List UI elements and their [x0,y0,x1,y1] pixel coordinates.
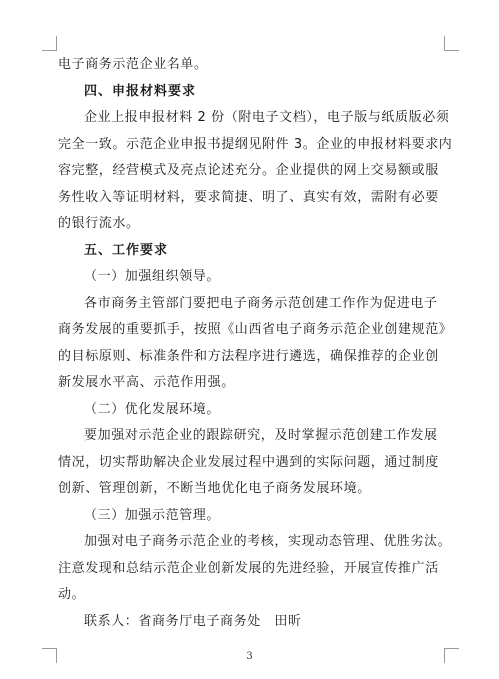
body-line: 完全一致。示范企业申报书提纲见附件 3。企业的申报材料要求内 [58,136,453,152]
body-line: 情况，切实帮助解决企业发展过程中遇到的实际问题，通过制度 [58,454,439,470]
crop-mark-top-right [444,36,459,51]
subheading-environment: （二）优化发展环境。 [84,401,221,417]
body-line: 创新、管理创新，不断当地优化电子商务发展环境。 [58,481,371,496]
body-line: 新发展水平高、示范作用强。 [58,375,235,390]
body-line: 各市商务主管部门要把电子商务示范创建工作作为促进电子 [84,295,438,311]
subheading-management: （三）加强示范管理。 [84,507,221,523]
body-line: 要加强对示范企业的跟踪研究，及时掌握示范创建工作发展 [84,428,438,443]
body-line: 注意发现和总结示范企业创新发展的先进经验，开展宣传推广活 [58,560,439,576]
body-line: 容完整，经营模式及亮点论述充分。企业提供的网上交易额或服 [58,163,439,178]
page-number: 3 [246,651,253,662]
body-line: 的银行流水。 [58,216,140,231]
contact-line: 联系人：省商务厅电子商务处 田昕 [84,613,302,629]
section-heading-materials: 四、申报材料要求 [84,83,197,99]
body-line: 企业上报申报材料 2 份（附电子文档），电子版与纸质版必须 [84,110,450,125]
section-heading-work-requirements: 五、工作要求 [84,242,169,258]
document-body [58,52,453,635]
body-line: 电子商务示范企业名单。 [58,57,208,72]
crop-mark-top-left [42,36,57,51]
body-line: 务性收入等证明材料，要求简捷、明了、真实有效，需附有必要 [58,189,439,205]
body-line: 动。 [58,587,86,602]
body-line: 的目标原则、标准条件和方法程序进行遴选，确保推荐的企业创 [58,348,439,364]
subheading-organization: （一）加强组织领导。 [84,269,221,284]
body-line: 商务发展的重要抓手，按照《山西省电子商务示范企业创建规范》 [58,322,453,337]
body-line: 加强对电子商务示范企业的考核，实现动态管理、优胜劣汰。 [84,534,452,549]
